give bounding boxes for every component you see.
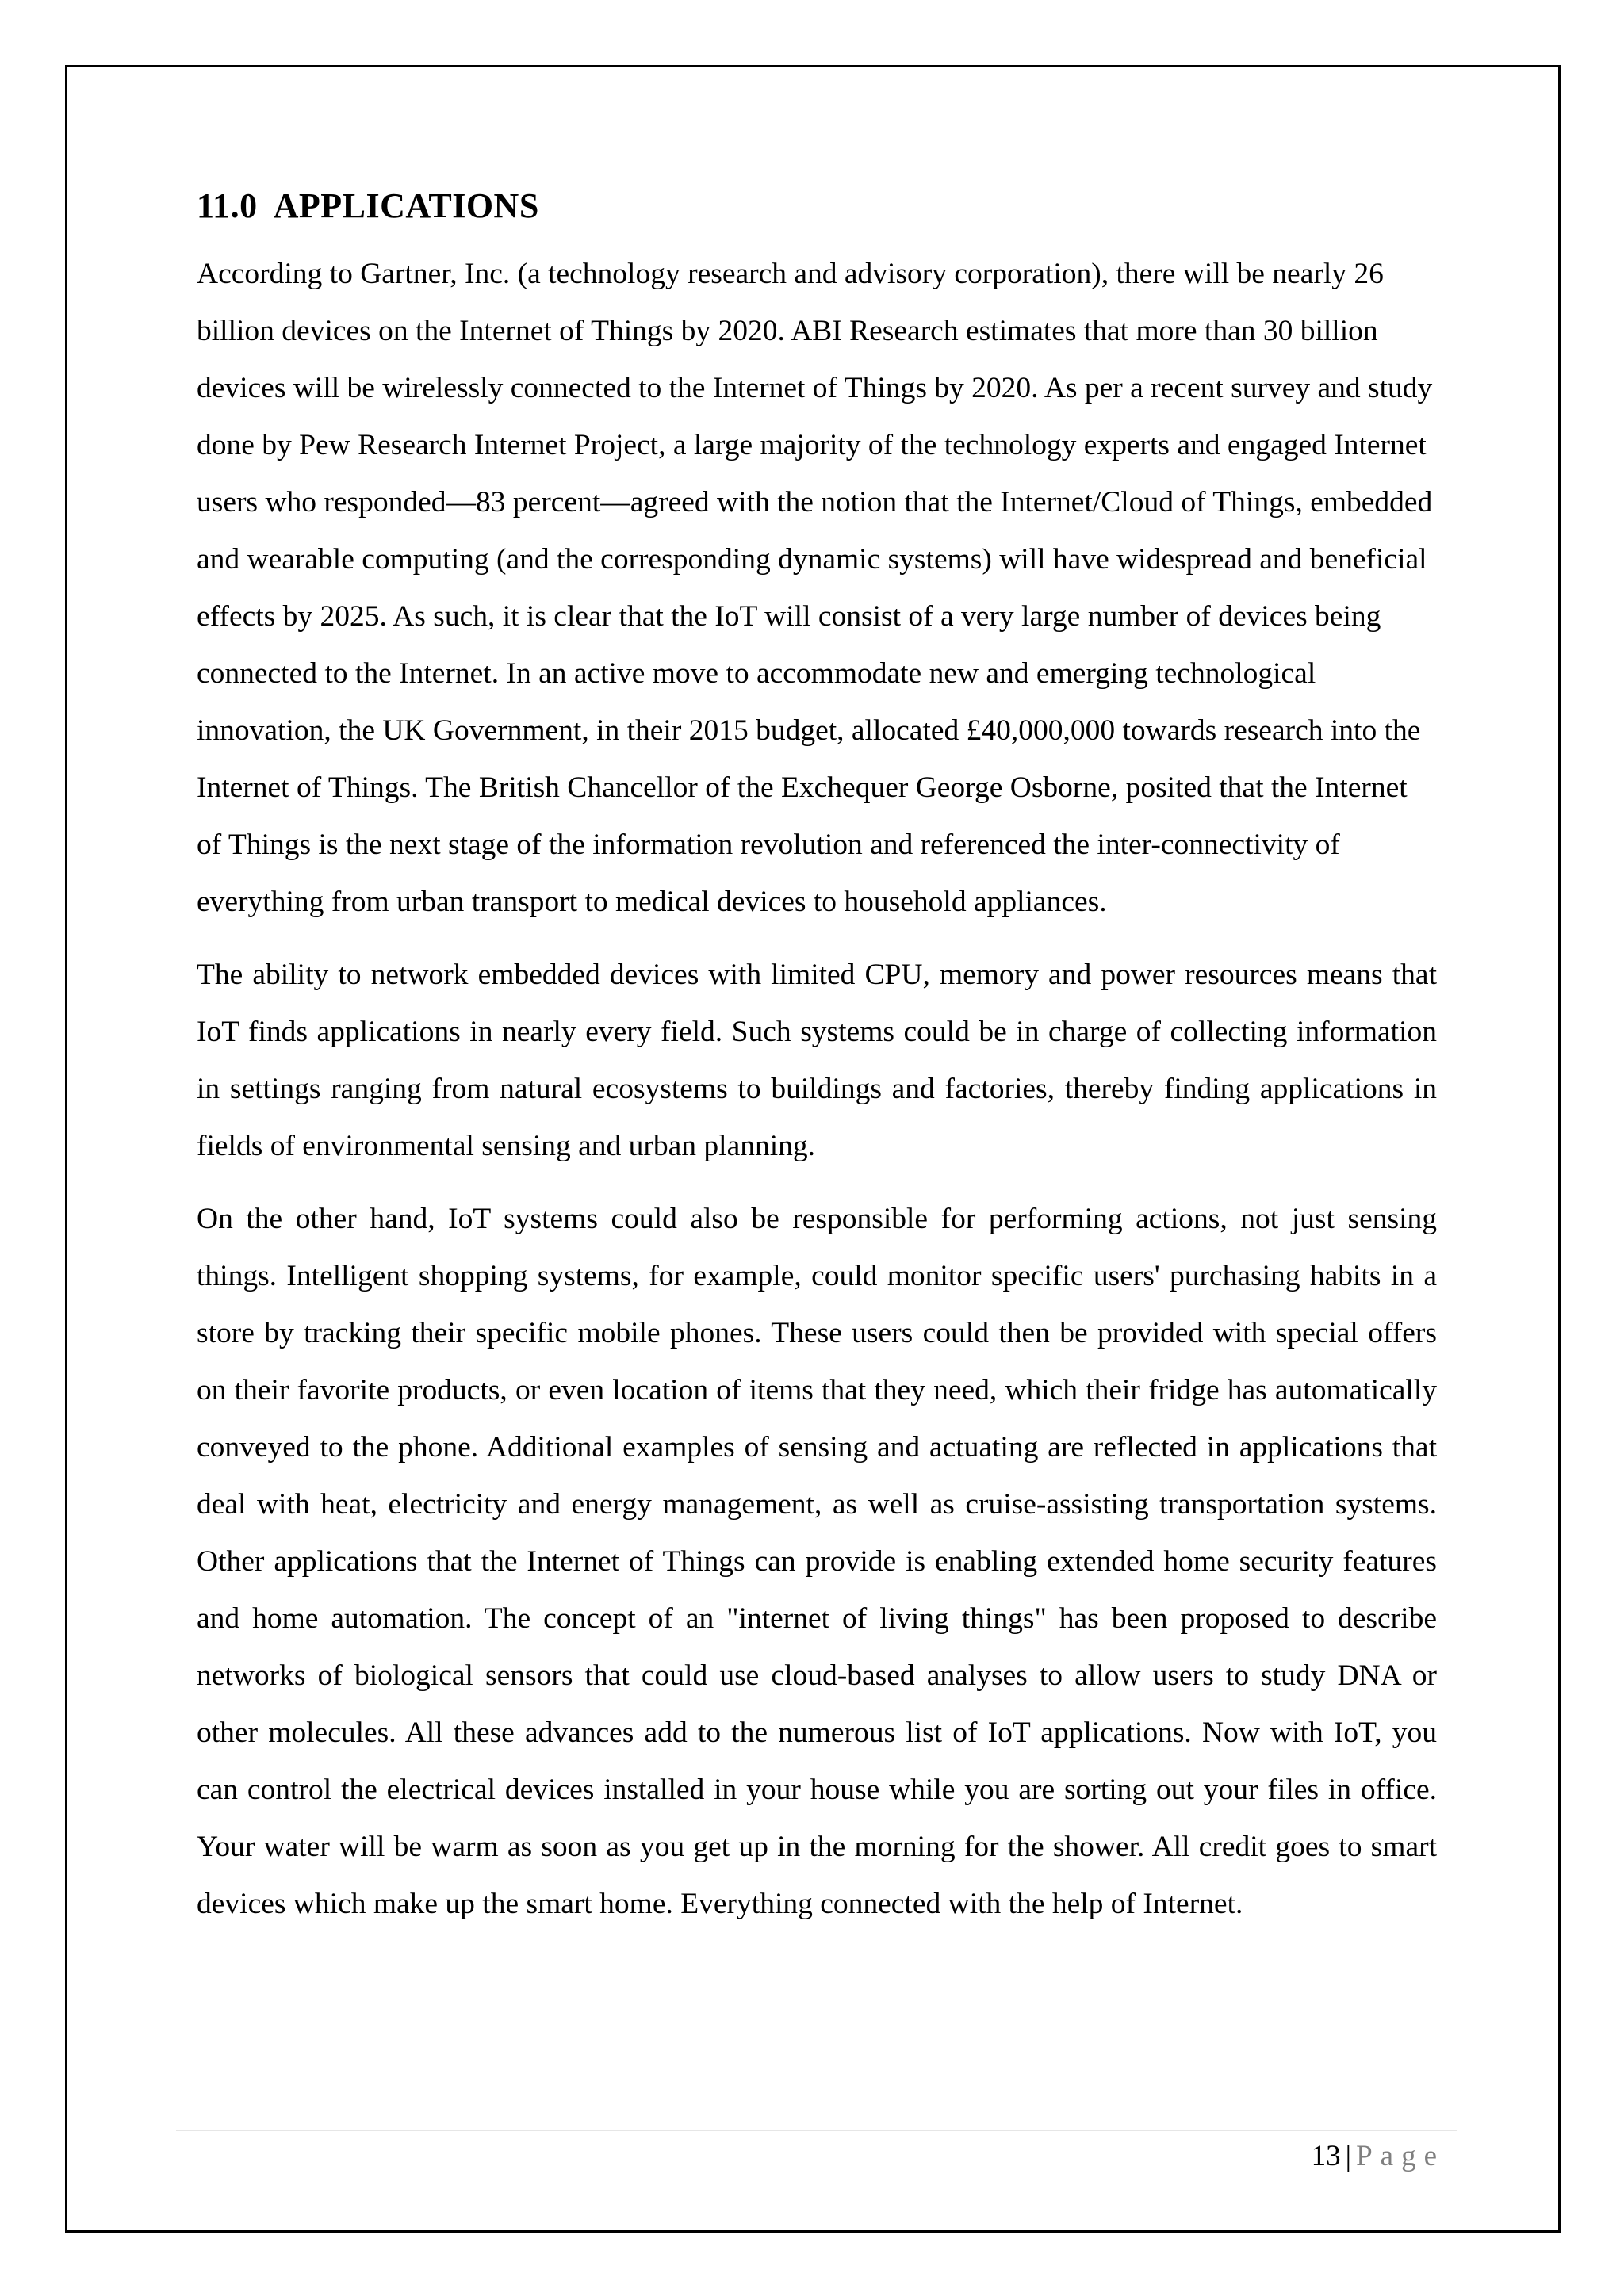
footer-divider bbox=[176, 2130, 1457, 2131]
section-heading bbox=[197, 182, 1437, 230]
paragraph-actions: On the other hand, IoT systems could also be responsible for performing actions, not just sensing things. Intelligent shopping systems, for example, could monitor specific users' purchasing habits in a store by tracking their specific mobile phones. These users could then be provided with special offers on their favorite products, or even location of items that they need, which their fridge has automatically conveyed to the phone. Additional examples of sensing and actuating are reflected in applications that deal with heat, electricity and energy management, as well as cruise-assisting transportation systems. Other applications that the Internet of Things can provide is enabling extended home security features and home automation. The concept of an "internet of living things" has been proposed to describe networks of biological sensors that could use cloud-based analyses to allow users to study DNA or other molecules. All these advances add to the numerous list of IoT applications. Now with IoT, you can control the electrical devices installed in your house while you are sorting out your files in office. Your water will be warm as soon as you get up in the morning for the shower. All credit goes to smart devices which make up the smart home. Everything connected with the help of Internet. bbox=[197, 1203, 1437, 1920]
page-label: Page bbox=[1356, 2140, 1445, 2172]
paragraph-gartner: According to Gartner, Inc. (a technology research and advisory corporation), there will be nearly 26 billion devices on the Internet of Things by 2020. ABI Research estimates that more than 30 billion devices will be wirelessly connected to the Internet of Things by 2020. As per a recent survey and study done by Pew Research Internet Project, a large majority of the technology experts and engaged Internet users who responded—83 percent—agreed with the notion that the Internet/Cloud of Things, embedded and wearable computing (and the corresponding dynamic systems) will have widespread and beneficial effects by 2025. As such, it is clear that the IoT will consist of a very large number of devices being connected to the Internet. In an active move to accommodate new and emerging technological innovation, the UK Government, in their 2015 budget, allocated £40,000,000 towards research into the Internet of Things. The British Chancellor of the Exchequer George Osborne, posited that the Internet of Things is the next stage of the information revolution and referenced the inter-connectivity of everything from urban transport to medical devices to household appliances. bbox=[197, 258, 1433, 918]
document-body bbox=[197, 182, 1437, 1949]
section-title: APPLICATIONS bbox=[273, 186, 539, 225]
page-footer bbox=[1312, 2137, 1445, 2175]
paragraph-network-embedded: The ability to network embedded devices with limited CPU, memory and power resources means that IoT finds applications in nearly every field. Such systems could be in charge of collecting information in settings ranging from natural ecosystems to buildings and factories, thereby finding applications in fields of environmental sensing and urban planning. bbox=[197, 959, 1437, 1162]
section-number: 11.0 bbox=[197, 186, 258, 225]
footer-separator: | bbox=[1345, 2140, 1352, 2172]
page-number: 13 bbox=[1311, 2140, 1341, 2172]
